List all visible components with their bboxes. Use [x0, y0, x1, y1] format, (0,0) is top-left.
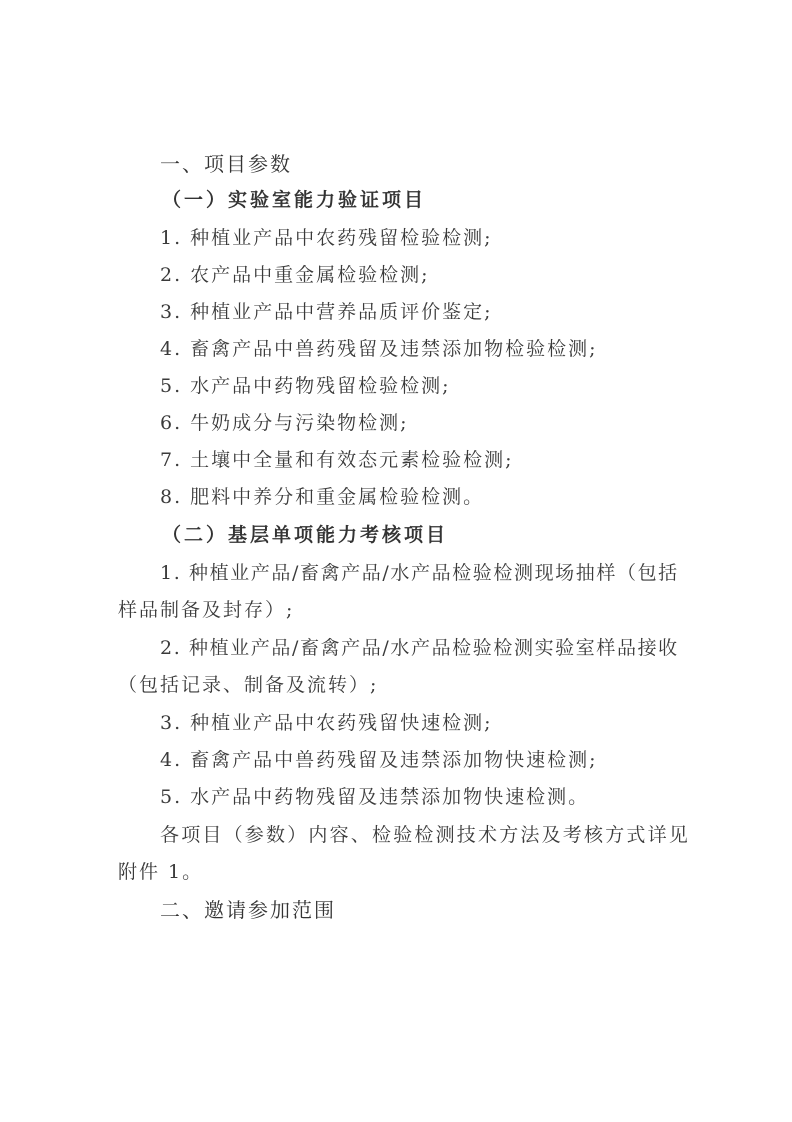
list-item: 3. 种植业产品中营养品质评价鉴定; — [160, 301, 493, 323]
list-item: 3. 种植业产品中农药残留快速检测; — [160, 712, 493, 734]
list-item: 2. 农产品中重金属检验检测; — [160, 264, 430, 286]
list-item: 5. 水产品中药物残留及违禁添加物快速检测。 — [160, 786, 590, 808]
paragraph-note-continuation: 附件 1。 — [118, 861, 204, 883]
section-heading-project-parameters: 一、项目参数 — [160, 152, 292, 176]
subsection-heading-lab-proficiency: （一）实验室能力验证项目 — [162, 189, 427, 211]
list-item: 1. 种植业产品中农药残留检验检测; — [160, 227, 493, 249]
list-item: 6. 牛奶成分与污染物检测; — [160, 412, 409, 434]
list-item: 5. 水产品中药物残留检验检测; — [160, 375, 451, 397]
subsection-heading-grassroots-assessment: （二）基层单项能力考核项目 — [162, 524, 449, 546]
list-item: 8. 肥料中养分和重金属检验检测。 — [160, 486, 485, 508]
section-heading-invitation-scope: 二、邀请参加范围 — [160, 898, 336, 922]
list-item: 7. 土壤中全量和有效态元素检验检测; — [160, 449, 514, 471]
list-item-continuation: 样品制备及封存）; — [118, 599, 295, 621]
list-item: 2. 种植业产品/畜禽产品/水产品检验检测实验室样品接收 — [160, 637, 679, 659]
paragraph-note: 各项目（参数）内容、检验检测技术方法及考核方式详见 — [160, 824, 691, 846]
list-item: 4. 畜禽产品中兽药残留及违禁添加物快速检测; — [160, 749, 598, 771]
list-item-continuation: （包括记录、制备及流转）; — [118, 674, 379, 696]
list-item: 1. 种植业产品/畜禽产品/水产品检验检测现场抽样（包括 — [160, 562, 679, 584]
list-item: 4. 畜禽产品中兽药残留及违禁添加物检验检测; — [160, 338, 598, 360]
